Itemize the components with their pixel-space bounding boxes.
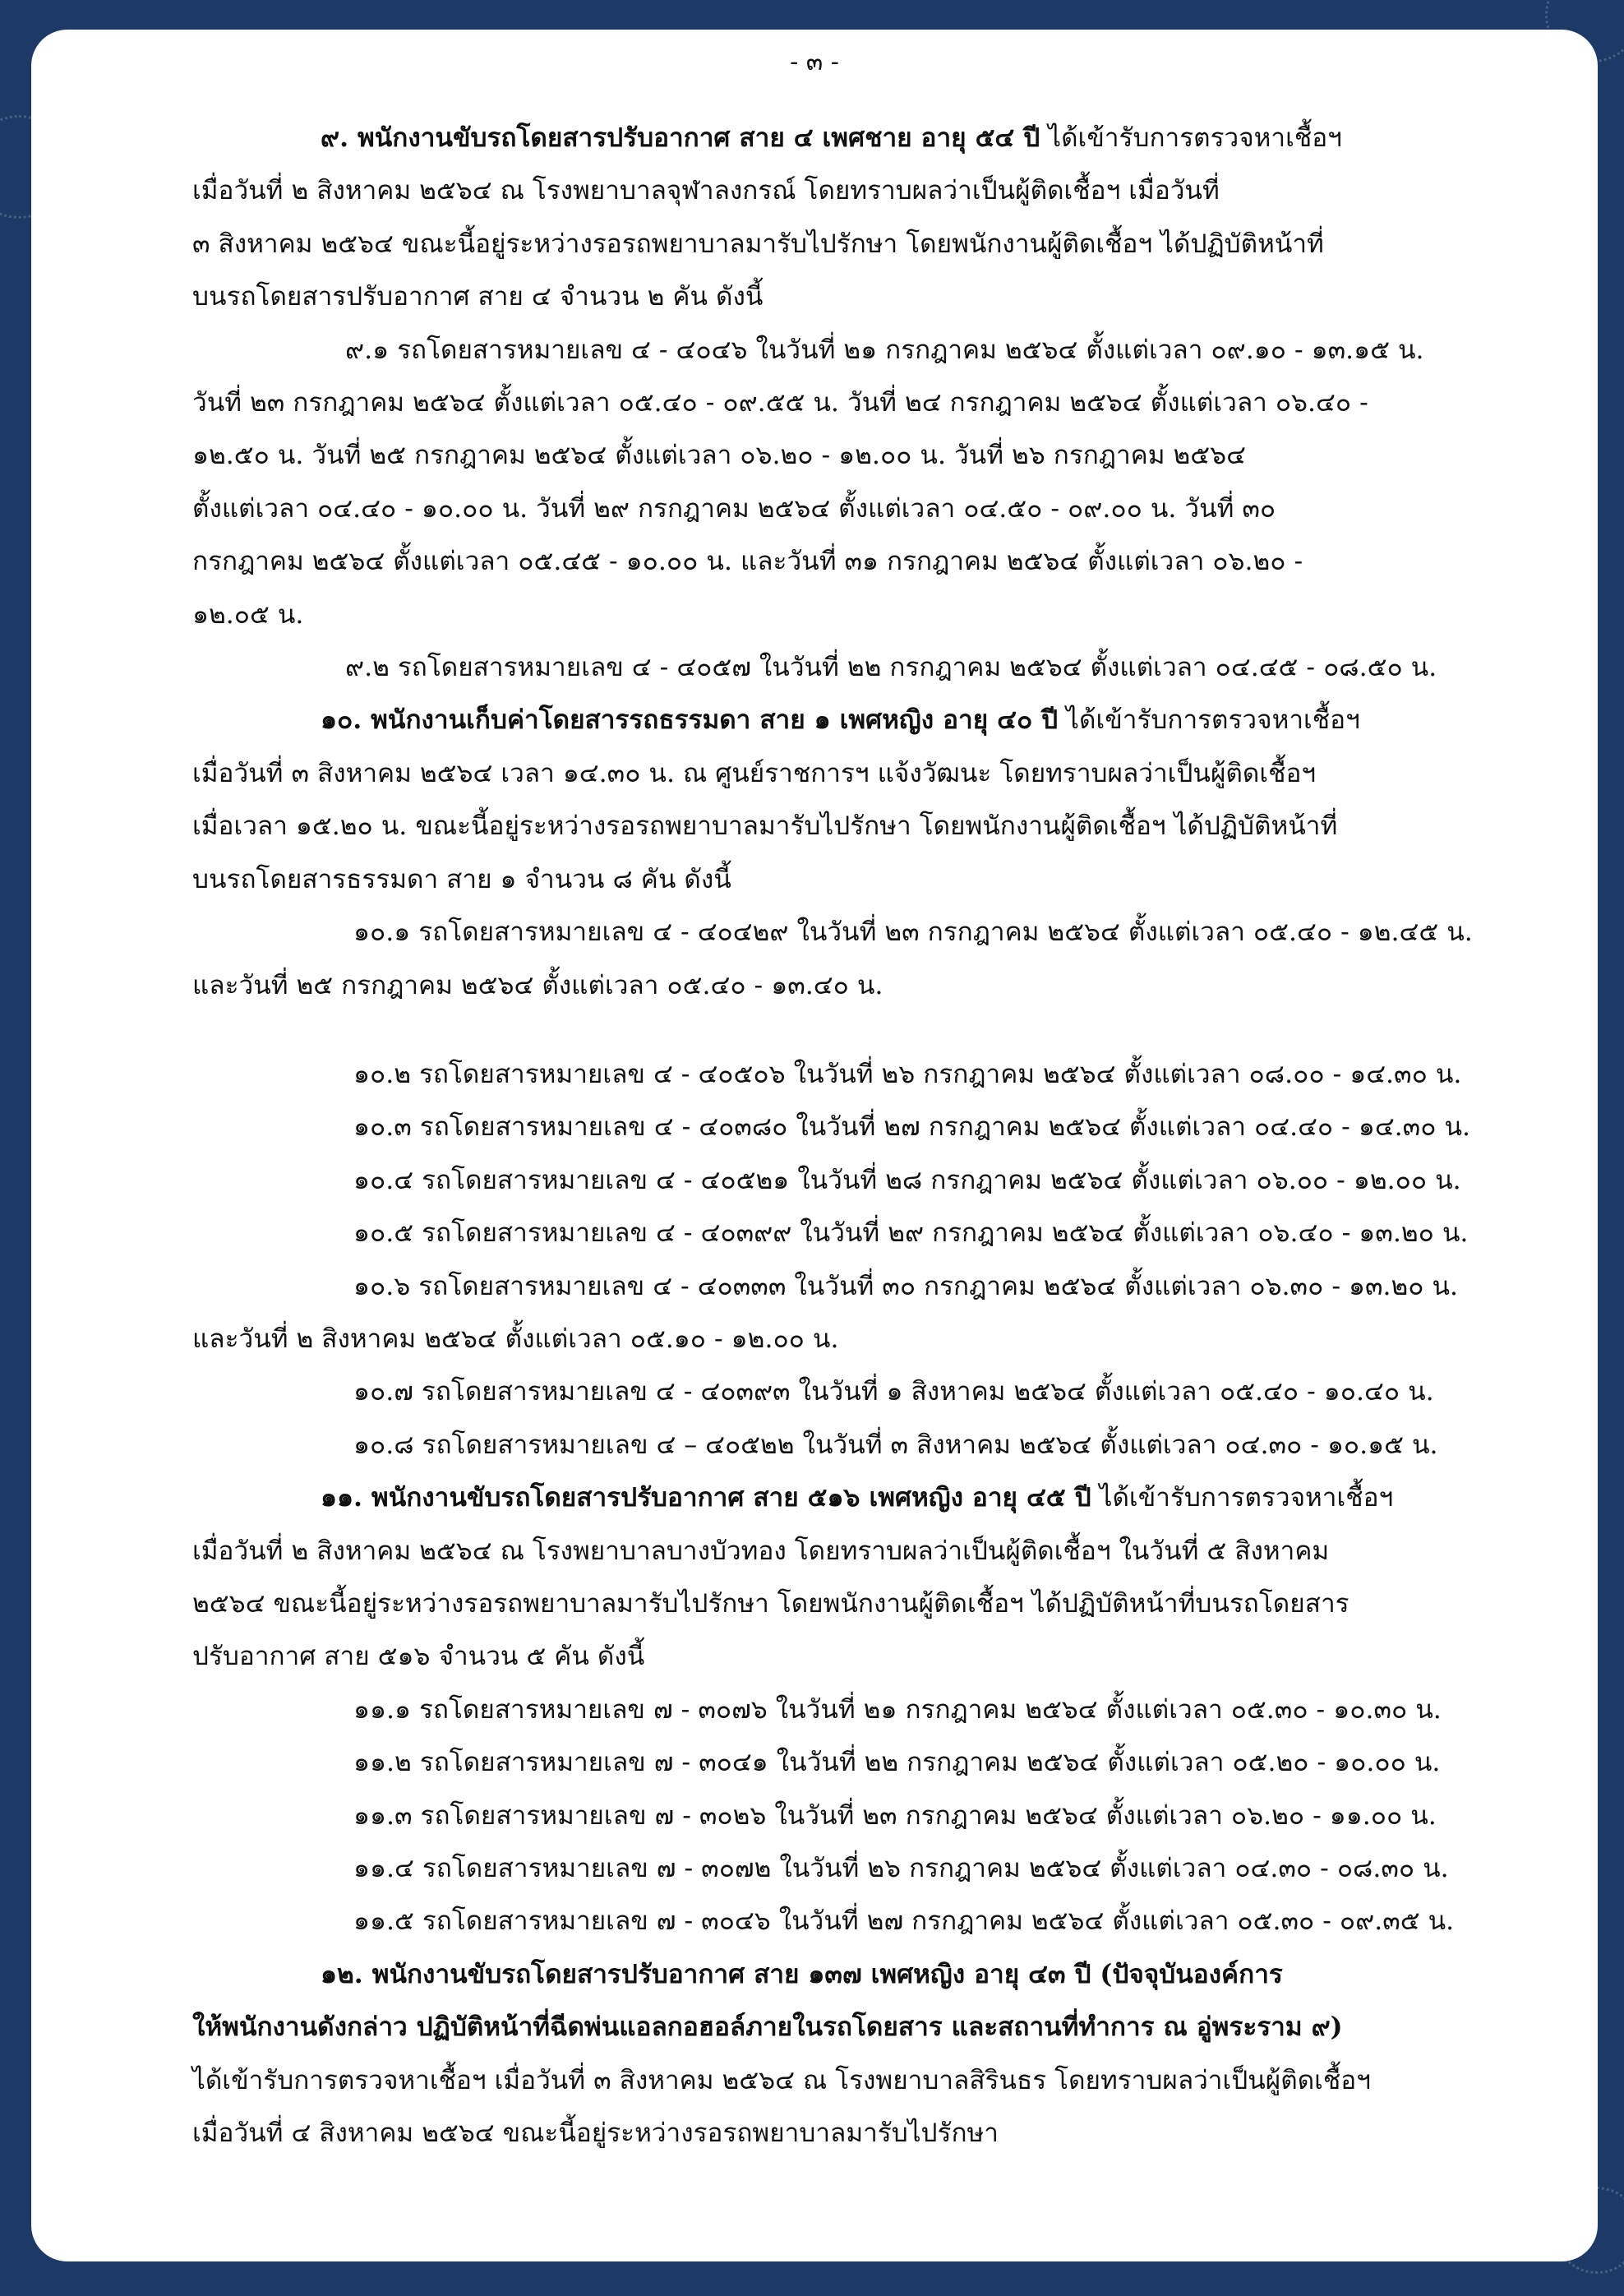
- section-11-item-4: ๑๑.๔ รถโดยสารหมายเลข ๗ - ๓๐๗๒ ในวันที่ ๒๖ กรกฎาคม ๒๕๖๔ ตั้งแต่เวลา ๐๔.๓๐ - ๐๘.๓๐ น.: [353, 1854, 1449, 1883]
- section-10-item-8: ๑๐.๘ รถโดยสารหมายเลข ๔ – ๔๐๕๒๒ ในวันที่ ๓ สิงหาคม ๒๕๖๔ ตั้งแต่เวลา ๐๔.๓๐ - ๑๐.๑๕ น.: [353, 1430, 1438, 1460]
- section-10-line: เมื่อเวลา ๑๕.๒๐ น. ขณะนี้อยู่ระหว่างรอรถพยาบาลมารับไปรักษา โดยพนักงานผู้ติดเชื้อฯ ได้ปฏิบัติหน้าที่: [192, 811, 1338, 842]
- section-9-item-1-line: กรกฎาคม ๒๕๖๔ ตั้งแต่เวลา ๐๕.๔๕ - ๑๐.๐๐ น. และวันที่ ๓๑ กรกฎาคม ๒๕๖๔ ตั้งแต่เวลา ๐๖.๒๐ -: [192, 547, 1303, 577]
- section-12-heading: ๑๒. พนักงานขับรถโดยสารปรับอากาศ สาย ๑๓๗ เพศหญิง อายุ ๔๓ ปี (ปัจจุบันองค์การ: [321, 1958, 1283, 1989]
- section-10-heading: ๑๐. พนักงานเก็บค่าโดยสารรถธรรมดา สาย ๑ เพศหญิง อายุ ๔๐ ปี: [321, 705, 1059, 736]
- section-10-line: เมื่อวันที่ ๓ สิงหาคม ๒๕๖๔ เวลา ๑๔.๓๐ น. ณ ศูนย์ราชการฯ แจ้งวัฒนะ โดยทราบผลว่าเป็นผู้ติดเชื้อฯ: [192, 758, 1317, 788]
- section-9-line: ๓ สิงหาคม ๒๕๖๔ ขณะนี้อยู่ระหว่างรอรถพยาบาลมารับไปรักษา โดยพนักงานผู้ติดเชื้อฯ ได้ปฏิบัติหน้าที่: [192, 229, 1324, 259]
- section-11-heading: ๑๑. พนักงานขับรถโดยสารปรับอากาศ สาย ๕๑๖ เพศหญิง อายุ ๔๕ ปี: [321, 1482, 1091, 1513]
- section-11-heading-rest: ได้เข้ารับการตรวจหาเชื้อฯ: [1091, 1483, 1394, 1513]
- section-11: [192, 1471, 1565, 1948]
- section-12-line: เมื่อวันที่ ๔ สิงหาคม ๒๕๖๔ ขณะนี้อยู่ระหว่างรอรถพยาบาลมารับไปรักษา: [192, 2118, 999, 2149]
- section-9-item-1-line: ๑๒.๕๐ น. วันที่ ๒๕ กรกฎาคม ๒๕๖๔ ตั้งแต่เวลา ๐๖.๒๐ - ๑๒.๐๐ น. วันที่ ๒๖ กรกฎาคม ๒๕๖๔: [192, 441, 1246, 471]
- section-11-item-3: ๑๑.๓ รถโดยสารหมายเลข ๗ - ๓๐๒๖ ในวันที่ ๒๓ กรกฎาคม ๒๕๖๔ ตั้งแต่เวลา ๐๖.๒๐ - ๑๑.๐๐ น.: [353, 1800, 1437, 1831]
- section-10-item-1: ๑๐.๑ รถโดยสารหมายเลข ๔ - ๔๐๔๒๙ ในวันที่ ๒๓ กรกฎาคม ๒๕๖๔ ตั้งแต่เวลา ๐๕.๔๐ - ๑๒.๔๕ น.: [353, 917, 1473, 948]
- section-10-item-3: ๑๐.๓ รถโดยสารหมายเลข ๔ - ๔๐๓๘๐ ในวันที่ ๒๗ กรกฎาคม ๒๕๖๔ ตั้งแต่เวลา ๐๔.๔๐ - ๑๔.๓๐ น.: [353, 1112, 1470, 1143]
- section-11-line: ปรับอากาศ สาย ๕๑๖ จำนวน ๕ คัน ดังนี้: [192, 1642, 645, 1672]
- section-9-line: เมื่อวันที่ ๒ สิงหาคม ๒๕๖๔ ณ โรงพยาบาลจุฬาลงกรณ์ โดยทราบผลว่าเป็นผู้ติดเชื้อฯ เมื่อวันที่: [192, 176, 1220, 206]
- section-12: [192, 1948, 1565, 2160]
- section-10-item-2: ๑๐.๒ รถโดยสารหมายเลข ๔ - ๔๐๕๐๖ ในวันที่ ๒๖ กรกฎาคม ๒๕๖๔ ตั้งแต่เวลา ๐๘.๐๐ - ๑๔.๓๐ น.: [353, 1059, 1462, 1089]
- section-9-heading-rest: ได้เข้ารับการตรวจหาเชื้อฯ: [1040, 123, 1342, 153]
- section-9: [192, 112, 1565, 694]
- section-9-item-1-line: ๑๒.๐๕ น.: [192, 599, 304, 630]
- section-11-item-2: ๑๑.๒ รถโดยสารหมายเลข ๗ - ๓๐๔๑ ในวันที่ ๒๒ กรกฎาคม ๒๕๖๔ ตั้งแต่เวลา ๐๕.๒๐ - ๑๐.๐๐ น.: [353, 1748, 1441, 1778]
- section-10: [192, 694, 1565, 1471]
- section-10-item-4: ๑๐.๔ รถโดยสารหมายเลข ๔ - ๔๐๕๒๑ ในวันที่ ๒๘ กรกฎาคม ๒๕๖๔ ตั้งแต่เวลา ๐๖.๐๐ - ๑๒.๐๐ น.: [353, 1165, 1461, 1195]
- section-9-item-1-line: ตั้งแต่เวลา ๐๔.๔๐ - ๑๐.๐๐ น. วันที่ ๒๙ กรกฎาคม ๒๕๖๔ ตั้งแต่เวลา ๐๔.๕๐ - ๐๙.๐๐ น. วันที่ ๓๐: [192, 493, 1276, 524]
- section-10-item-7: ๑๐.๗ รถโดยสารหมายเลข ๔ - ๔๐๓๙๓ ในวันที่ ๑ สิงหาคม ๒๕๖๔ ตั้งแต่เวลา ๐๕.๔๐ - ๑๐.๔๐ น.: [353, 1377, 1434, 1407]
- page-number: - ๓ -: [790, 48, 839, 76]
- section-9-line: บนรถโดยสารปรับอากาศ สาย ๔ จำนวน ๒ คัน ดังนี้: [192, 282, 764, 312]
- document-page: [31, 30, 1598, 2261]
- section-10-item-6-line: และวันที่ ๒ สิงหาคม ๒๕๖๔ ตั้งแต่เวลา ๐๕.๑๐ - ๑๒.๐๐ น.: [192, 1324, 839, 1354]
- section-11-line: เมื่อวันที่ ๒ สิงหาคม ๒๕๖๔ ณ โรงพยาบาลบางบัวทอง โดยทราบผลว่าเป็นผู้ติดเชื้อฯ ในวันที่ ๕ สิงหาคม: [192, 1536, 1330, 1566]
- section-10-line: บนรถโดยสารธรรมดา สาย ๑ จำนวน ๘ คัน ดังนี้: [192, 864, 731, 894]
- paragraph-gap: [192, 1012, 1565, 1048]
- section-9-lead: [192, 112, 1565, 164]
- section-9-heading: ๙. พนักงานขับรถโดยสารปรับอากาศ สาย ๔ เพศชาย อายุ ๕๔ ปี: [321, 122, 1040, 153]
- section-10-item-6: ๑๐.๖ รถโดยสารหมายเลข ๔ - ๔๐๓๓๓ ในวันที่ ๓๐ กรกฎาคม ๒๕๖๔ ตั้งแต่เวลา ๐๖.๓๐ - ๑๓.๒๐ น.: [353, 1271, 1459, 1301]
- section-11-line: ๒๕๖๔ ขณะนี้อยู่ระหว่างรอรถพยาบาลมารับไปรักษา โดยพนักงานผู้ติดเชื้อฯ ได้ปฏิบัติหน้าที่บนรถโดยสาร: [192, 1588, 1349, 1619]
- section-9-item-2: ๙.๒ รถโดยสารหมายเลข ๔ - ๔๐๕๗ ในวันที่ ๒๒ กรกฎาคม ๒๕๖๔ ตั้งแต่เวลา ๐๔.๔๕ - ๐๘.๕๐ น.: [345, 653, 1437, 683]
- section-9-item-1-line: วันที่ ๒๓ กรกฎาคม ๒๕๖๔ ตั้งแต่เวลา ๐๕.๔๐ - ๐๙.๕๕ น. วันที่ ๒๔ กรกฎาคม ๒๕๖๔ ตั้งแต่เวลา ๐๖.๔๐ -: [192, 388, 1368, 418]
- section-12-heading-line: ให้พนักงานดังกล่าว ปฏิบัติหน้าที่ฉีดพ่นแอลกอฮอล์ภายในรถโดยสาร และสถานที่ทำการ ณ อู่พระราม ๙): [192, 2012, 1343, 2043]
- section-11-lead: [192, 1471, 1565, 1524]
- section-10-item-5: ๑๐.๕ รถโดยสารหมายเลข ๔ - ๔๐๓๙๙ ในวันที่ ๒๙ กรกฎาคม ๒๕๖๔ ตั้งแต่เวลา ๐๖.๔๐ - ๑๓.๒๐ น.: [353, 1218, 1469, 1249]
- section-11-item-5: ๑๑.๕ รถโดยสารหมายเลข ๗ - ๓๐๔๖ ในวันที่ ๒๗ กรกฎาคม ๒๕๖๔ ตั้งแต่เวลา ๐๕.๓๐ - ๐๙.๓๕ น.: [353, 1906, 1455, 1937]
- section-9-item-1: ๙.๑ รถโดยสารหมายเลข ๔ - ๔๐๔๖ ในวันที่ ๒๑ กรกฎาคม ๒๕๖๔ ตั้งแต่เวลา ๐๙.๑๐ - ๑๓.๑๕ น.: [345, 335, 1424, 365]
- section-11-item-1: ๑๑.๑ รถโดยสารหมายเลข ๗ - ๓๐๗๖ ในวันที่ ๒๑ กรกฎาคม ๒๕๖๔ ตั้งแต่เวลา ๐๕.๓๐ - ๑๐.๓๐ น.: [353, 1694, 1442, 1725]
- section-10-lead: [192, 694, 1565, 746]
- section-10-item-1-line: และวันที่ ๒๕ กรกฎาคม ๒๕๖๔ ตั้งแต่เวลา ๐๕.๔๐ - ๑๓.๔๐ น.: [192, 970, 884, 1000]
- section-10-heading-rest: ได้เข้ารับการตรวจหาเชื้อฯ: [1058, 705, 1360, 736]
- section-12-line: ได้เข้ารับการตรวจหาเชื้อฯ เมื่อวันที่ ๓ สิงหาคม ๒๕๖๔ ณ โรงพยาบาลสิรินธร โดยทราบผลว่าเป็นผู้ติดเชื้อฯ: [192, 2065, 1371, 2095]
